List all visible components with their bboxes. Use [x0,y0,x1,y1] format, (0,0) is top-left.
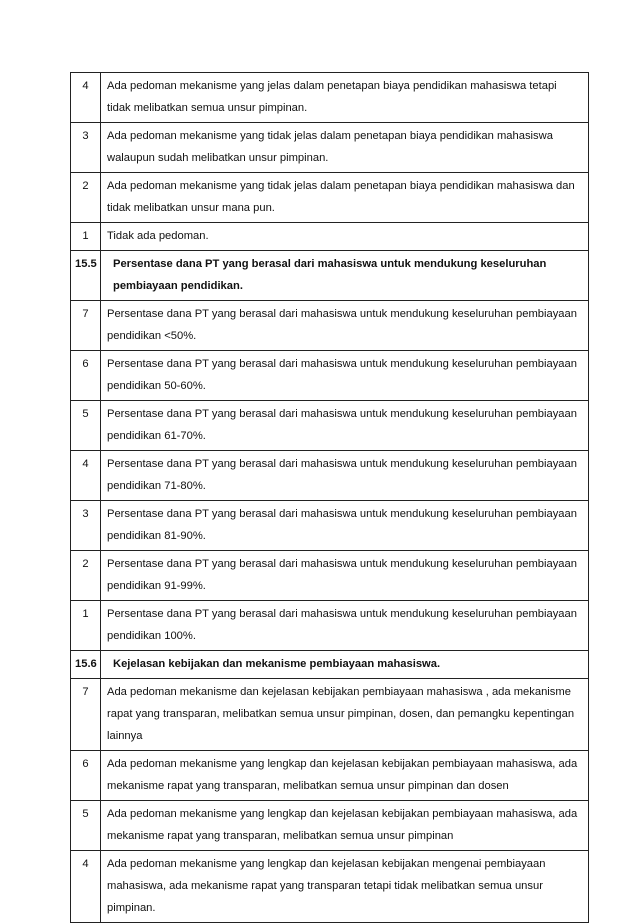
criteria-row [71,123,589,173]
score-cell: 3 [71,123,101,173]
section-number: 15.5 [71,251,101,301]
criteria-table-body [71,73,589,923]
criteria-row [71,751,589,801]
score-cell: 7 [71,301,101,351]
criteria-description: Persentase dana PT yang berasal dari mahasiswa untuk mendukung keseluruhan pembiayaan pendidikan 81-90%. [101,501,589,551]
criteria-description: Ada pedoman mekanisme yang jelas dalam penetapan biaya pendidikan mahasiswa tetapi tidak melibatkan semua unsur pimpinan. [101,73,589,123]
criteria-row [71,851,589,923]
criteria-row [71,223,589,251]
section-header-row [71,251,589,301]
criteria-description: Tidak ada pedoman. [101,223,589,251]
criteria-row [71,301,589,351]
criteria-description: Ada pedoman mekanisme yang tidak jelas dalam penetapan biaya pendidikan mahasiswa dan tidak melibatkan unsur mana pun. [101,173,589,223]
score-cell: 1 [71,601,101,651]
criteria-row [71,801,589,851]
score-cell: 4 [71,451,101,501]
criteria-description: Ada pedoman mekanisme yang lengkap dan kejelasan kebijakan pembiayaan mahasiswa, ada mekanisme rapat yang transparan, melibatkan semua unsur pimpinan dan dosen [101,751,589,801]
criteria-description: Persentase dana PT yang berasal dari mahasiswa untuk mendukung keseluruhan pembiayaan pendidikan 50-60%. [101,351,589,401]
section-title: Kejelasan kebijakan dan mekanisme pembiayaan mahasiswa. [101,651,589,679]
criteria-description: Ada pedoman mekanisme yang lengkap dan kejelasan kebijakan pembiayaan mahasiswa, ada mekanisme rapat yang transparan, melibatkan semua unsur pimpinan [101,801,589,851]
score-cell: 2 [71,551,101,601]
score-cell: 4 [71,73,101,123]
criteria-description: Persentase dana PT yang berasal dari mahasiswa untuk mendukung keseluruhan pembiayaan pendidikan 61-70%. [101,401,589,451]
score-cell: 3 [71,501,101,551]
criteria-description: Persentase dana PT yang berasal dari mahasiswa untuk mendukung keseluruhan pembiayaan pendidikan 100%. [101,601,589,651]
criteria-table [70,72,589,923]
criteria-row [71,679,589,751]
score-cell: 6 [71,751,101,801]
score-cell: 2 [71,173,101,223]
criteria-description: Persentase dana PT yang berasal dari mahasiswa untuk mendukung keseluruhan pembiayaan pendidikan 71-80%. [101,451,589,501]
criteria-description: Ada pedoman mekanisme dan kejelasan kebijakan pembiayaan mahasiswa , ada mekanisme rapat yang transparan, melibatkan semua unsur pimpinan, dosen, dan pemangku kepentingan lainnya [101,679,589,751]
criteria-description: Ada pedoman mekanisme yang lengkap dan kejelasan kebijakan mengenai pembiayaan mahasiswa, ada mekanisme rapat yang transparan tetapi tidak melibatkan semua unsur pimpinan. [101,851,589,923]
score-cell: 4 [71,851,101,923]
score-cell: 5 [71,401,101,451]
criteria-row [71,351,589,401]
criteria-row [71,551,589,601]
section-number: 15.6 [71,651,101,679]
score-cell: 1 [71,223,101,251]
criteria-row [71,401,589,451]
score-cell: 5 [71,801,101,851]
criteria-description: Ada pedoman mekanisme yang tidak jelas dalam penetapan biaya pendidikan mahasiswa walaupun sudah melibatkan unsur pimpinan. [101,123,589,173]
section-header-row [71,651,589,679]
criteria-row [71,501,589,551]
criteria-description: Persentase dana PT yang berasal dari mahasiswa untuk mendukung keseluruhan pembiayaan pendidikan <50%. [101,301,589,351]
criteria-row [71,451,589,501]
criteria-row [71,601,589,651]
criteria-description: Persentase dana PT yang berasal dari mahasiswa untuk mendukung keseluruhan pembiayaan pendidikan 91-99%. [101,551,589,601]
score-cell: 7 [71,679,101,751]
section-title: Persentase dana PT yang berasal dari mahasiswa untuk mendukung keseluruhan pembiayaan pendidikan. [101,251,589,301]
criteria-row [71,73,589,123]
score-cell: 6 [71,351,101,401]
criteria-row [71,173,589,223]
